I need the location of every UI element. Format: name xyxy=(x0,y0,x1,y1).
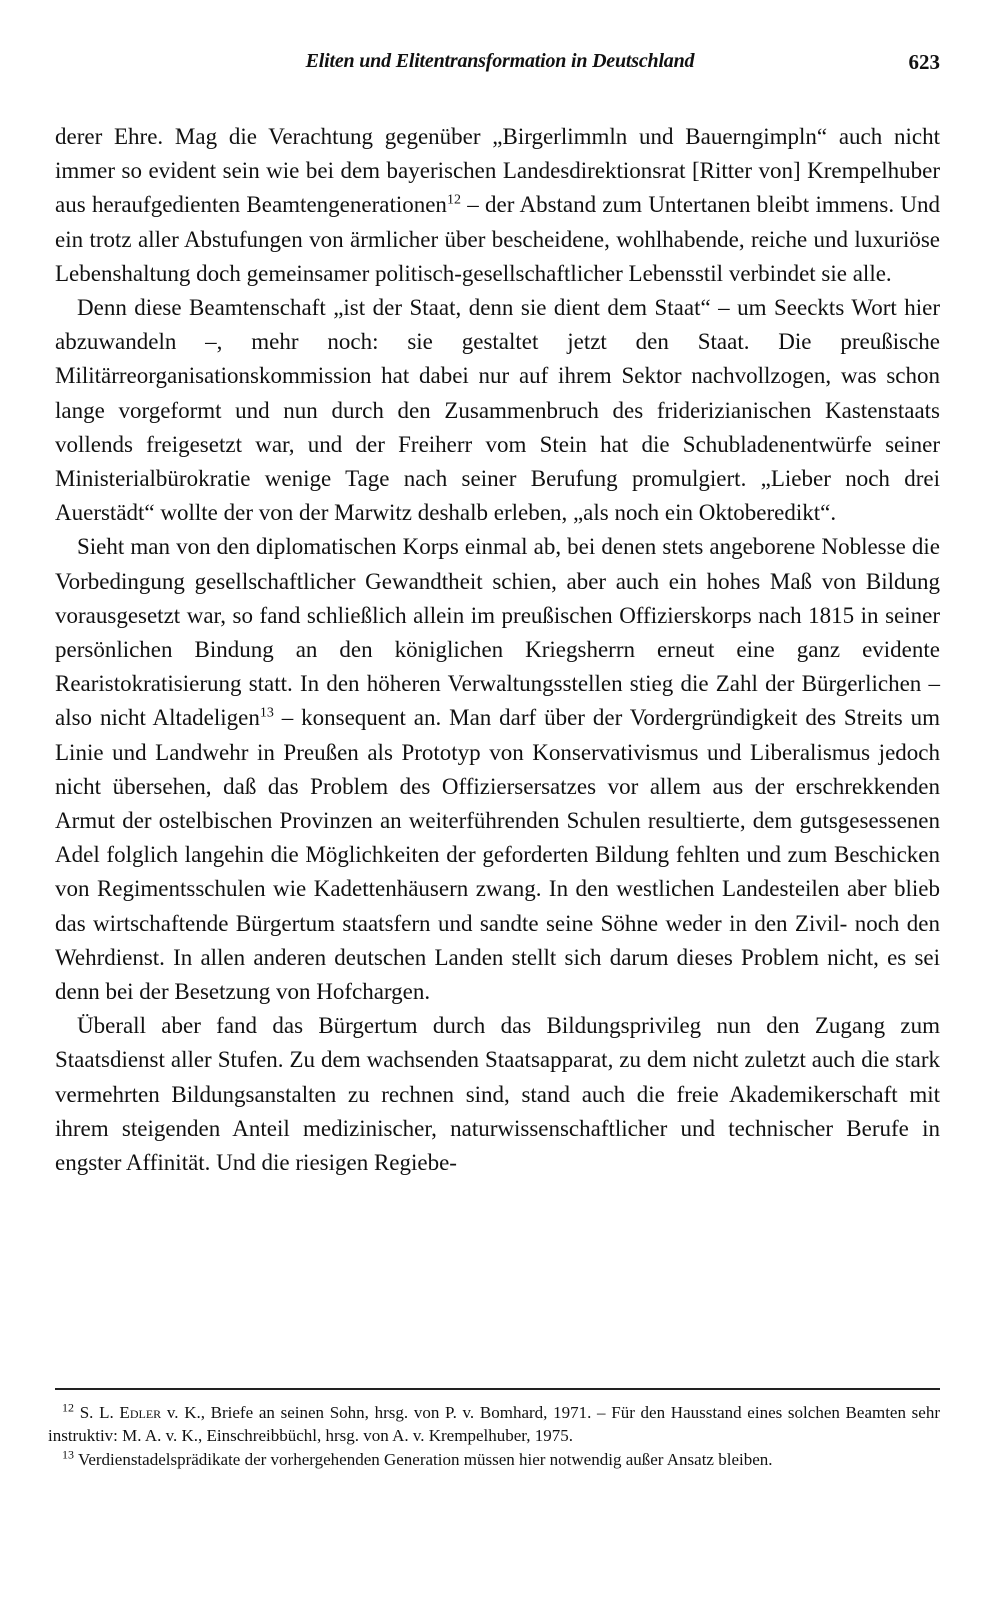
page-number: 623 xyxy=(908,50,940,74)
paragraph-text: Sieht man von den diplomatischen Korps einmal ab, bei denen stets angeborene Noblesse die Vorbedingung gesellschaftlicher Gewandtheit schien, aber auch ein hohes Maß von Bildung vorausgesetzt war, so fand schließlich allein im preußischen Offizierskorps nach 1815 in seiner persönlichen Bindung an den königlichen Kriegsherrn erneut eine ganz evidente Rearistokratisierung statt. In den höheren Verwaltungsstellen stieg die Zahl der Bürgerlichen – also nicht Altadeligen xyxy=(55,534,940,731)
body-text xyxy=(55,120,940,1180)
body-paragraph xyxy=(55,530,940,1009)
body-paragraph xyxy=(55,120,940,291)
running-title: Eliten und Elitentransformation in Deutschland xyxy=(305,50,695,72)
footnote-reference: 13 xyxy=(259,705,274,721)
footnote-number: 12 xyxy=(62,1400,74,1415)
paragraph-text: Überall aber fand das Bürgertum durch das Bildungsprivileg nun den Zugang zum Staatsdienst aller Stufen. Zu dem wachsenden Staatsapparat, zu dem nicht zuletzt auch die stark vermehrten Bildungsanstalten zu rechnen sind, stand auch die freie Akademikerschaft mit ihrem steigenden Anteil medizinischer, naturwissenschaftlicher und technischer Berufe in engster Affinität. Und die riesigen Regiebe- xyxy=(55,1013,940,1176)
running-head xyxy=(60,50,940,80)
footnote-number: 13 xyxy=(62,1447,74,1462)
paragraph-text: – der Abstand zum Untertanen bleibt immens. Und ein trotz aller Abstufungen von ärmlicher über bescheidene, wohlhabende, reiche und luxuriöse Lebenshaltung doch gemeinsamer politisch-gesellschaftlicher Lebensstil verbindet sie alle. xyxy=(55,192,940,286)
paragraph-text: – konsequent an. Man darf über der Vordergründigkeit des Streits um Linie und Landwehr in Preußen als Prototyp von Konservativismus und Liberalismus jedoch nicht übersehen, daß das Problem des Offiziersersatzes vor allem aus der erschrekkenden Armut der ostelbischen Provinzen an weiterführenden Schulen resultierte, dem gutsgesessenen Adel folglich langehin die Möglichkeiten der geforderten Bildung fehlten und zum Beschicken von Regimentsschulen wie Kadettenhäusern zwang. In den westlichen Landesteilen aber blieb das wirtschaftende Bürgertum staatsfern und sandte seine Söhne weder in den Zivil- noch den Wehrdienst. In allen anderen deutschen Landen stellt sich darum dieses Problem nicht, es sei denn bei der Besetzung von Hofchargen. xyxy=(55,705,940,1005)
footnote-text: v. K., Briefe an seinen Sohn, hrsg. von P. v. Bomhard, 1971. – Für den Hausstand eines solchen Beamten sehr instruktiv: M. A. v. K., Einschreibbüchl, hrsg. von A. v. Krempelhuber, 1975. xyxy=(48,1403,940,1445)
footnote xyxy=(48,1402,940,1447)
footnote xyxy=(48,1449,940,1472)
body-paragraph xyxy=(55,291,940,530)
paragraph-text: Denn diese Beamtenschaft „ist der Staat, denn sie dient dem Staat“ – um Seeckts Wort hier abzuwandeln –, mehr noch: sie gestaltet jetzt den Staat. Die preußische Militärreorganisationskommission hat dabei nur auf ihrem Sektor nachvollzogen, was schon lange vorgeformt und nun durch den Zusammenbruch des friderizianischen Kastenstaats vollends freigesetzt war, und der Freiherr vom Stein hat die Schubladenentwürfe seiner Ministerialbürokratie wenige Tage nach seiner Berufung promulgiert. „Lieber noch drei Auerstädt“ wollte der von der Marwitz deshalb erleben, „als noch ein Oktoberedikt“. xyxy=(55,295,940,526)
footnote-separator xyxy=(55,1388,940,1390)
body-paragraph xyxy=(55,1009,940,1180)
paragraph-text: derer Ehre. Mag die Verachtung gegenüber „Birgerlimmln und Bauerngimpln“ auch nicht immer so evident sein wie bei dem bayerischen Landesdirektionsrat [Ritter von] Krempelhuber aus heraufgedienten Beamtengenerationen xyxy=(55,124,940,218)
footnote-text: Verdienstadelsprädikate der vorhergehenden Generation müssen hier notwendig außer Ansatz bleiben. xyxy=(77,1450,773,1469)
footnote-author: S. L. Edler xyxy=(79,1403,162,1422)
footnote-reference: 12 xyxy=(446,192,461,208)
footnotes xyxy=(48,1402,940,1474)
